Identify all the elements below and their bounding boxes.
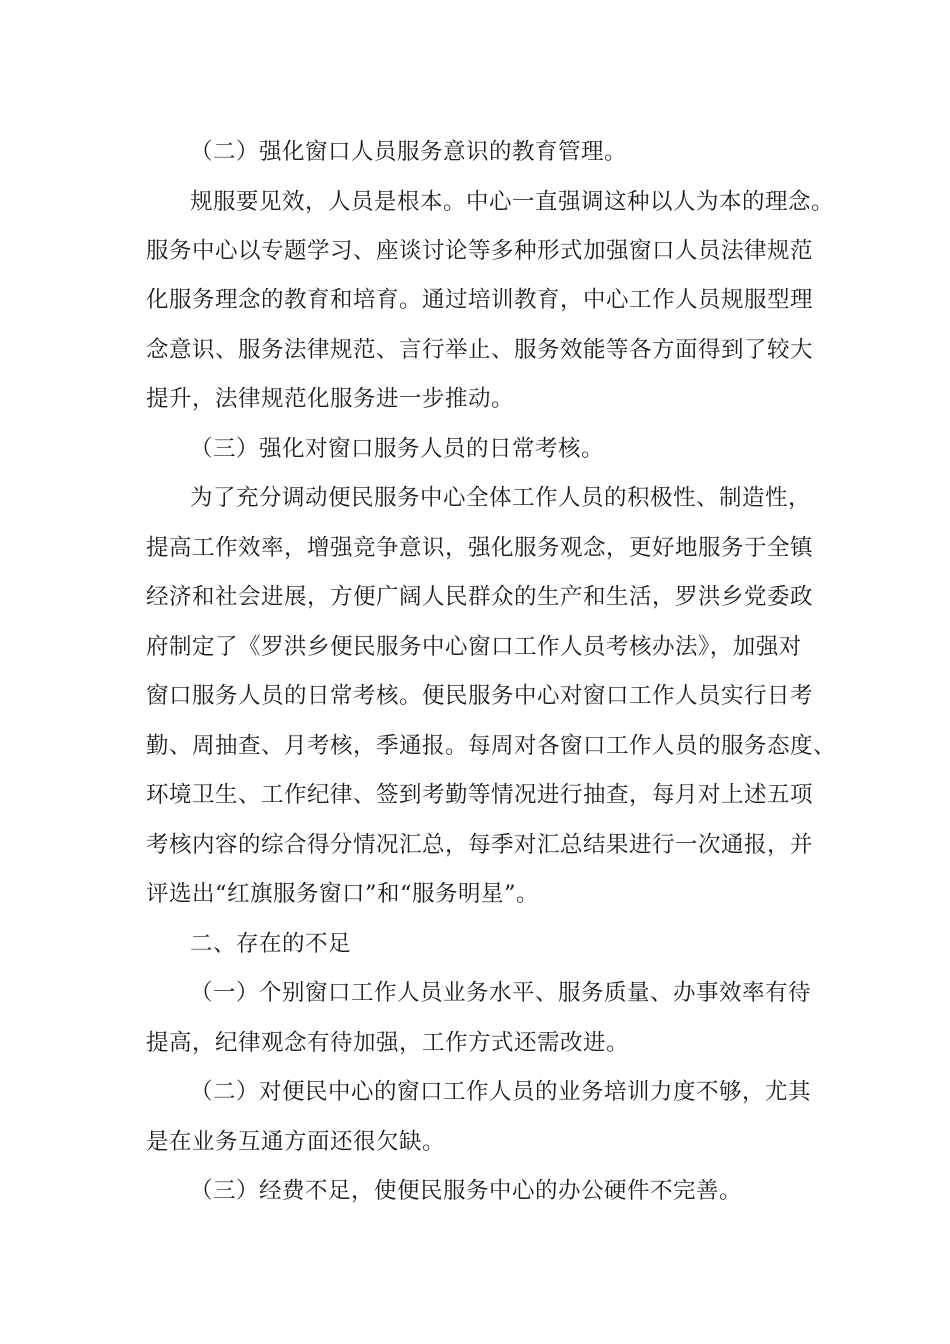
section-heading-deficiencies: 二、存在的不足: [190, 931, 352, 957]
paragraph-line: 窗口服务人员的日常考核。便民服务中心对窗口工作人员实行日考: [146, 683, 814, 709]
paragraph-line: 是在业务互通方面还很欠缺。: [146, 1129, 446, 1155]
paragraph-line: 评选出“红旗服务窗口”和“服务明星”。: [146, 881, 540, 907]
paragraph-line: 环境卫生、工作纪律、签到考勤等情况进行抽查，每月对上述五项: [146, 782, 814, 808]
paragraph-line: 服务中心以专题学习、座谈讨论等多种形式加强窗口人员法律规范: [146, 238, 814, 264]
paragraph-line: （三）经费不足，使便民服务中心的办公硬件不完善。: [190, 1178, 743, 1204]
paragraph-line: （二）对便民中心的窗口工作人员的业务培训力度不够，尤其: [190, 1079, 812, 1105]
paragraph-line: 念意识、服务法律规范、言行举止、服务效能等各方面得到了较大: [146, 337, 814, 363]
section-heading-3: （三）强化对窗口服务人员的日常考核。: [190, 436, 605, 462]
paragraph-line: （一）个别窗口工作人员业务水平、服务质量、办事效率有待: [190, 980, 812, 1006]
section-heading-2: （二）强化窗口人员服务意识的教育管理。: [190, 139, 628, 165]
paragraph-line: 府制定了《罗洪乡便民服务中心窗口工作人员考核办法》，加强对: [146, 634, 802, 660]
paragraph-line: 提高，纪律观念有待加强，工作方式还需改进。: [146, 1030, 630, 1056]
paragraph-line: 规服要见效，人员是根本。中心一直强调这种以人为本的理念。: [190, 189, 835, 215]
paragraph-line: 提高工作效率，增强竞争意识，强化服务观念，更好地服务于全镇: [146, 535, 814, 561]
paragraph-line: 勤、周抽查、月考核，季通报。每周对各窗口工作人员的服务态度、: [146, 733, 837, 759]
paragraph-line: 为了充分调动便民服务中心全体工作人员的积极性、制造性，: [190, 485, 812, 511]
paragraph-line: 考核内容的综合得分情况汇总，每季对汇总结果进行一次通报，并: [146, 832, 814, 858]
paragraph-line: 提升，法律规范化服务进一步推动。: [146, 386, 515, 412]
paragraph-line: 经济和社会进展，方便广阔人民群众的生产和生活，罗洪乡党委政: [146, 584, 814, 610]
paragraph-line: 化服务理念的教育和培育。通过培训教育，中心工作人员规服型理: [146, 287, 814, 313]
